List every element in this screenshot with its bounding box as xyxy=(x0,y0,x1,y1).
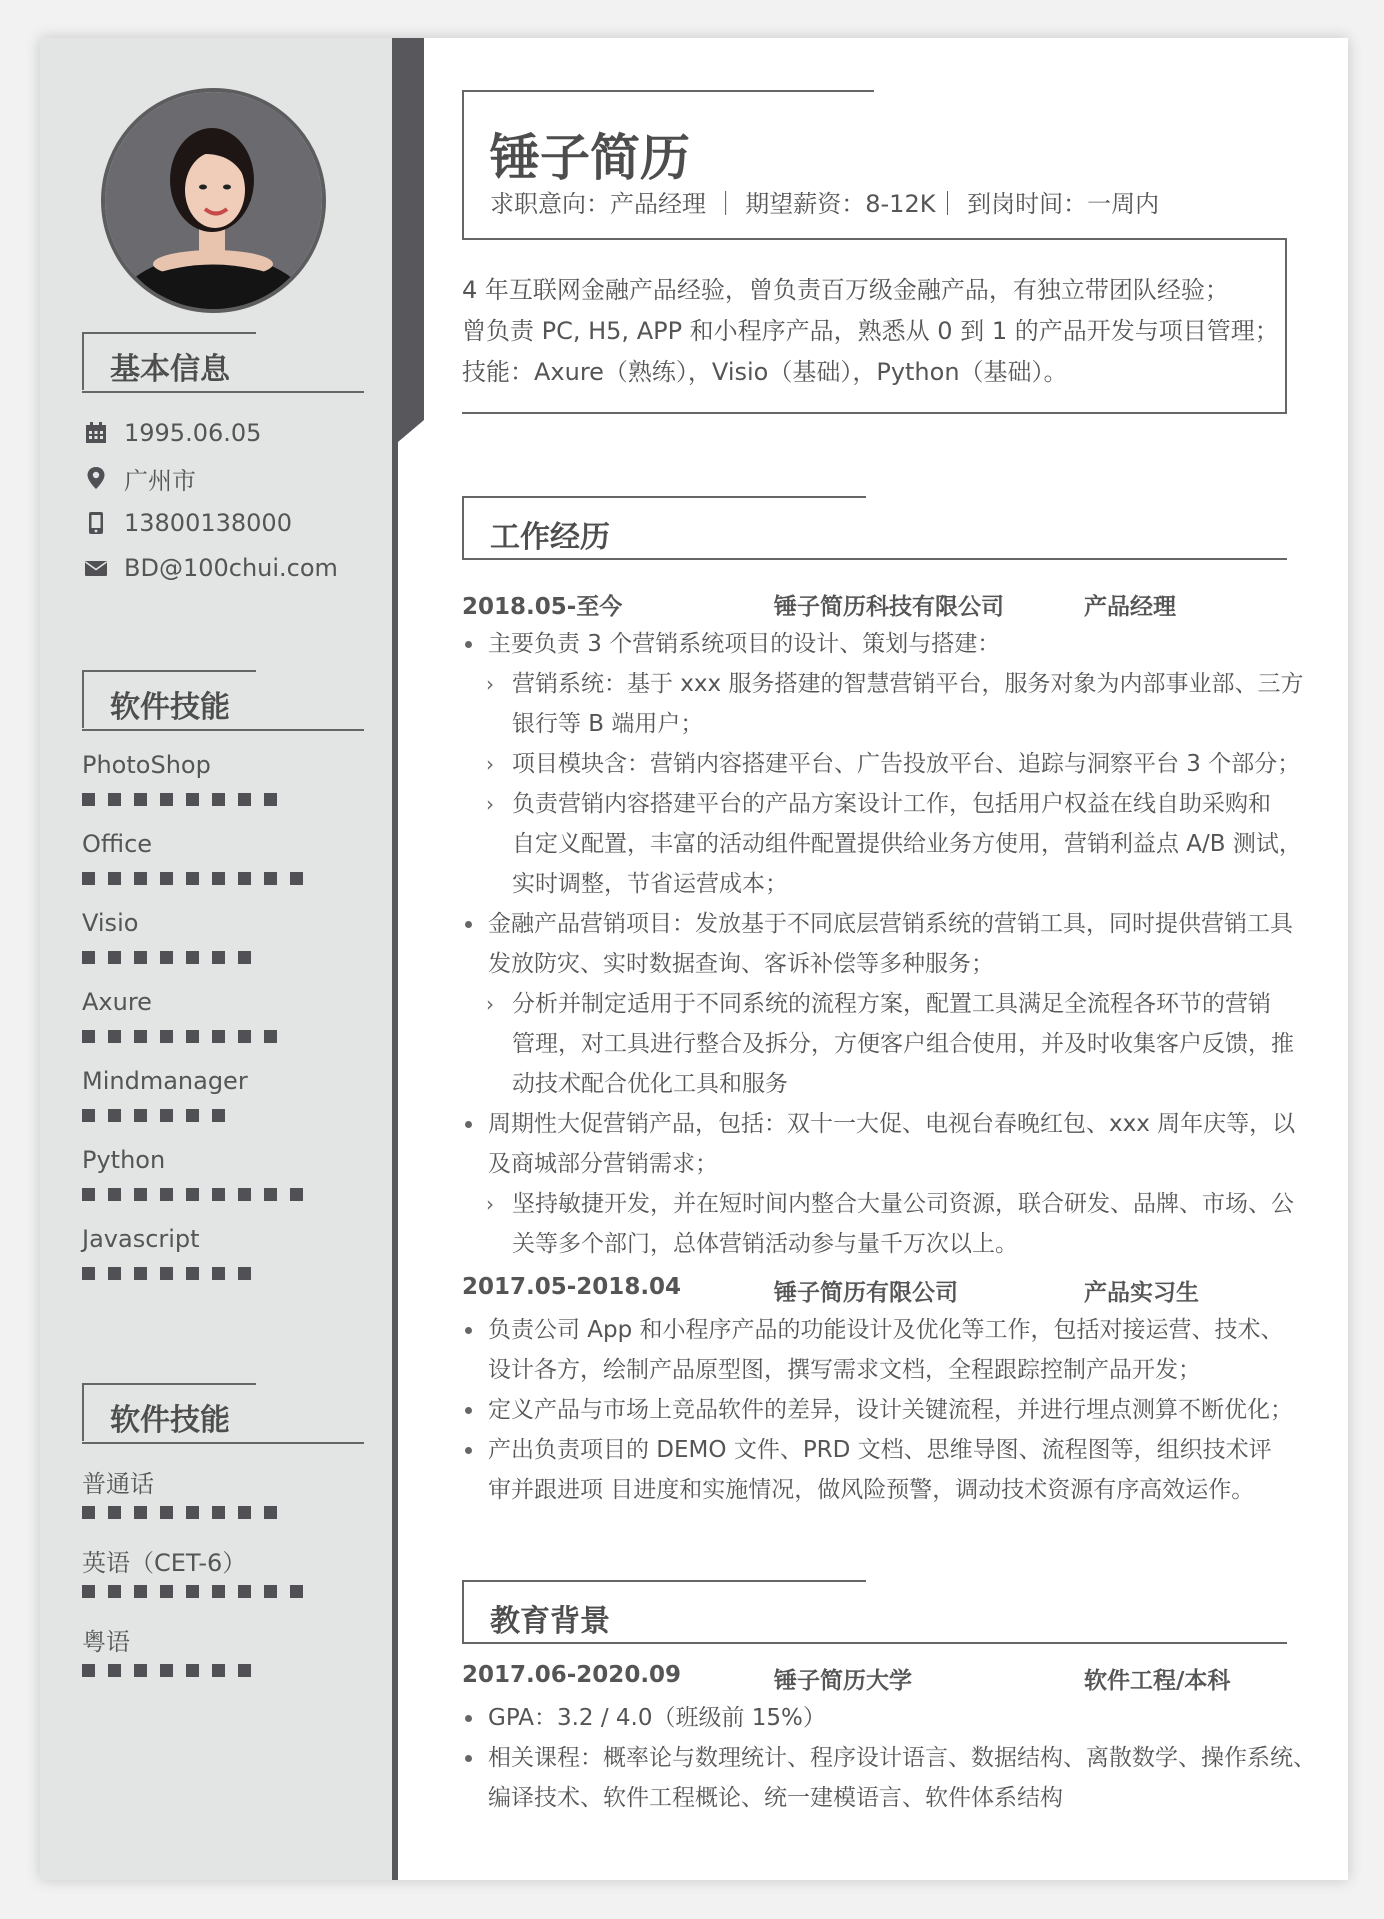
bullet-line: 编译技术、软件工程概论、统一建模语言、软件体系结构 xyxy=(488,1785,1063,1811)
education-school: 锤子简历大学 xyxy=(774,1668,912,1694)
bullet-line: 及商城部分营销需求； xyxy=(488,1151,718,1177)
summary xyxy=(462,270,1282,393)
bullet-line: › 负责营销内容搭建平台的产品方案设计工作，包括用户权益在线自助采购和 xyxy=(512,791,1271,817)
skill-dot xyxy=(238,872,251,885)
skill-dot xyxy=(108,793,121,806)
skill-dot xyxy=(264,1506,277,1519)
bullet-item xyxy=(462,1390,1293,1430)
bullet-line: 负责公司 App 和小程序产品的功能设计及优化等工作，包括对接运营、技术、 xyxy=(488,1317,1284,1343)
skill-dot xyxy=(134,1030,147,1043)
skill-dot xyxy=(238,1506,251,1519)
sub-bullet-item xyxy=(462,744,1301,784)
city-row xyxy=(82,461,196,495)
skill-dot xyxy=(82,1267,95,1280)
skill-dot xyxy=(290,872,303,885)
skill-level-dots xyxy=(82,872,316,885)
bullet-line: 管理，对工具进行整合及拆分，方便客户组合使用，并及时收集客户反馈，推 xyxy=(512,1031,1294,1057)
sidebar-accent-bar xyxy=(392,38,424,1880)
sub-bullet-item xyxy=(462,784,1302,904)
envelope-icon xyxy=(82,554,110,582)
skill-dot xyxy=(238,793,251,806)
skill-dot xyxy=(160,1585,173,1598)
skill-dot xyxy=(82,1188,95,1201)
skill-name: Python xyxy=(82,1146,166,1174)
birthdate-row xyxy=(82,416,261,450)
skill-level-dots xyxy=(82,1506,290,1519)
bullet-line: 银行等 B 端用户； xyxy=(512,711,704,737)
skill-dot xyxy=(186,1267,199,1280)
city-value: 广州市 xyxy=(124,466,196,495)
bullet-line: 主要负责 3 个营销系统项目的设计、策划与搭建： xyxy=(488,631,1001,657)
skill-dot xyxy=(160,1030,173,1043)
skill-dot xyxy=(134,1585,147,1598)
skill-name: Office xyxy=(82,830,153,858)
skill-dot xyxy=(82,872,95,885)
skill-name: Mindmanager xyxy=(82,1067,248,1095)
basic-info-heading: 基本信息 xyxy=(82,332,364,394)
skill-dot xyxy=(108,1506,121,1519)
job-details xyxy=(462,624,1304,1264)
skill-dot xyxy=(160,1109,173,1122)
skill-dot xyxy=(238,1585,251,1598)
skill-dot xyxy=(186,872,199,885)
bullet-line: 定义产品与市场上竞品软件的差异，设计关键流程，并进行埋点测算不断优化； xyxy=(488,1397,1293,1423)
education-major: 软件工程/本科 xyxy=(1084,1668,1231,1694)
skill-level-dots xyxy=(82,1664,264,1677)
job-role: 产品实习生 xyxy=(1084,1280,1199,1306)
skill-dot xyxy=(238,1664,251,1677)
skill-dot xyxy=(134,1506,147,1519)
skill-name: Javascript xyxy=(82,1225,200,1253)
language-skills-heading: 软件技能 xyxy=(82,1383,364,1445)
skill-dot xyxy=(82,1585,95,1598)
skill-name: Visio xyxy=(82,909,139,937)
phone-icon xyxy=(82,509,110,537)
bullet-item xyxy=(462,1310,1287,1390)
skill-dot xyxy=(160,951,173,964)
bullet-item xyxy=(462,1698,1287,1738)
skill-name: 普通话 xyxy=(82,1470,154,1498)
bullet-item xyxy=(462,904,1293,984)
skill-dot xyxy=(82,1109,95,1122)
email-row xyxy=(82,551,338,585)
skill-dot xyxy=(290,1585,303,1598)
sub-bullet-item xyxy=(462,1184,1294,1264)
skill-dot xyxy=(212,951,225,964)
skill-dot xyxy=(212,1506,225,1519)
skill-dot xyxy=(160,793,173,806)
software-skills-heading: 软件技能 xyxy=(82,670,364,732)
calendar-icon xyxy=(82,419,110,447)
resume-page xyxy=(40,38,1348,1880)
bullet-line: 自定义配置，丰富的活动组件配置提供给业务方使用，营销利益点 A/B 测试， xyxy=(512,831,1302,857)
skill-dot xyxy=(108,1109,121,1122)
skill-level-dots xyxy=(82,1030,290,1043)
skill-dot xyxy=(108,872,121,885)
skill-dot xyxy=(160,1188,173,1201)
skill-dot xyxy=(186,1030,199,1043)
job-header xyxy=(462,1274,1287,1308)
sub-bullet-item xyxy=(462,664,1304,744)
education-header xyxy=(462,1662,1287,1696)
bullet-line: 金融产品营销项目：发放基于不同底层营销系统的营销工具，同时提供营销工具 xyxy=(488,911,1293,937)
skill-dot xyxy=(264,872,277,885)
bullet-item xyxy=(462,1430,1287,1510)
skill-dot xyxy=(134,1188,147,1201)
skill-dot xyxy=(238,1030,251,1043)
job-header xyxy=(462,588,1287,622)
job-intent: 求职意向：产品经理 ｜ 期望薪资：8-12K｜ 到岗时间：一周内 xyxy=(490,190,1160,218)
avatar xyxy=(101,88,326,313)
skill-dot xyxy=(108,1030,121,1043)
skill-dot xyxy=(264,1188,277,1201)
resume-name: 锤子简历 xyxy=(490,129,690,187)
skill-dot xyxy=(82,1506,95,1519)
bullet-line: 关等多个部门，总体营销活动参与量千万次以上。 xyxy=(512,1231,1018,1257)
skill-dot xyxy=(212,872,225,885)
job-date: 2017.05-2018.04 xyxy=(462,1274,682,1300)
skill-dot xyxy=(238,951,251,964)
skill-name: PhotoShop xyxy=(82,751,211,779)
bullet-line: › 坚持敏捷开发，并在短时间内整合大量公司资源，联合研发、品牌、市场、公 xyxy=(512,1191,1294,1217)
skill-level-dots xyxy=(82,951,264,964)
education-details xyxy=(462,1698,1316,1818)
skill-dot xyxy=(186,951,199,964)
skill-name: Axure xyxy=(82,988,152,1016)
skill-dot xyxy=(186,1585,199,1598)
skill-dot xyxy=(134,1664,147,1677)
location-pin-icon xyxy=(82,464,110,492)
skill-dot xyxy=(82,951,95,964)
bullet-line: GPA：3.2 / 4.0（班级前 15%） xyxy=(488,1705,826,1731)
skill-name: 粤语 xyxy=(82,1628,130,1656)
skill-level-dots xyxy=(82,1109,238,1122)
bullet-item xyxy=(462,624,1287,664)
bullet-line: 审并跟进项 目进度和实施情况，做风险预警，调动技术资源有序高效运作。 xyxy=(488,1477,1255,1503)
skill-level-dots xyxy=(82,1188,316,1201)
skill-dot xyxy=(238,1267,251,1280)
skill-dot xyxy=(212,793,225,806)
skill-dot xyxy=(108,1585,121,1598)
skill-dot xyxy=(82,1030,95,1043)
bullet-line: › 分析并制定适用于不同系统的流程方案，配置工具满足全流程各环节的营销 xyxy=(512,991,1271,1017)
bullet-line: › 营销系统：基于 xxx 服务搭建的智慧营销平台，服务对象为内部事业部、三方 xyxy=(512,671,1304,697)
skill-dot xyxy=(160,1506,173,1519)
skill-dot xyxy=(212,1188,225,1201)
skill-name: 英语（CET-6） xyxy=(82,1549,247,1577)
skill-dot xyxy=(264,1585,277,1598)
skill-dot xyxy=(82,1664,95,1677)
summary-line: 曾负责 PC, H5, APP 和小程序产品，熟悉从 0 到 1 的产品开发与项目管理； xyxy=(462,317,1279,345)
sub-bullet-item xyxy=(462,984,1294,1104)
job-role: 产品经理 xyxy=(1084,594,1176,620)
bullet-line: 发放防灾、实时数据查询、客诉补偿等多种服务； xyxy=(488,951,994,977)
bullet-line: 周期性大促营销产品，包括：双十一大促、电视台春晚红包、xxx 周年庆等，以 xyxy=(488,1111,1296,1137)
education-date: 2017.06-2020.09 xyxy=(462,1662,682,1688)
summary-line: 技能：Axure（熟练），Visio（基础），Python（基础）。 xyxy=(462,358,1068,386)
skill-dot xyxy=(212,1267,225,1280)
bullet-item xyxy=(462,1104,1296,1184)
job-date: 2018.05-至今 xyxy=(462,594,623,620)
phone-row xyxy=(82,506,292,540)
email-value: BD@100chui.com xyxy=(124,554,338,582)
bullet-line: 设计各方，绘制产品原型图，撰写需求文档，全程跟踪控制产品开发； xyxy=(488,1357,1201,1383)
skill-level-dots xyxy=(82,1585,316,1598)
bullet-line: › 项目模块含：营销内容搭建平台、广告投放平台、追踪与洞察平台 3 个部分； xyxy=(512,751,1301,777)
skill-dot xyxy=(186,793,199,806)
skill-dot xyxy=(212,1585,225,1598)
birthdate-value: 1995.06.05 xyxy=(124,419,262,447)
education-heading: 教育背景 xyxy=(462,1580,1287,1644)
skill-dot xyxy=(264,1030,277,1043)
skill-dot xyxy=(134,1267,147,1280)
bullet-line: 动技术配合优化工具和服务 xyxy=(512,1071,788,1097)
skill-dot xyxy=(264,793,277,806)
job-details xyxy=(462,1310,1293,1510)
skill-dot xyxy=(134,1109,147,1122)
skill-dot xyxy=(82,793,95,806)
skill-dot xyxy=(290,1188,303,1201)
bullet-item xyxy=(462,1738,1316,1818)
skill-dot xyxy=(160,1664,173,1677)
phone-value: 13800138000 xyxy=(124,509,292,537)
skill-dot xyxy=(212,1664,225,1677)
skill-dot xyxy=(238,1188,251,1201)
skill-dot xyxy=(186,1109,199,1122)
skill-dot xyxy=(186,1188,199,1201)
skill-dot xyxy=(212,1109,225,1122)
skill-dot xyxy=(160,1267,173,1280)
summary-line: 4 年互联网金融产品经验，曾负责百万级金融产品，有独立带团队经验； xyxy=(462,276,1229,304)
skill-dot xyxy=(108,951,121,964)
skill-dot xyxy=(108,1664,121,1677)
skill-dot xyxy=(212,1030,225,1043)
bullet-line: 实时调整，节省运营成本； xyxy=(512,871,788,897)
work-heading: 工作经历 xyxy=(462,496,1287,560)
skill-dot xyxy=(134,793,147,806)
bullet-line: 相关课程：概率论与数理统计、程序设计语言、数据结构、离散数学、操作系统、 xyxy=(488,1745,1316,1771)
skill-dot xyxy=(134,951,147,964)
skill-level-dots xyxy=(82,793,290,806)
skill-dot xyxy=(186,1506,199,1519)
job-company: 锤子简历有限公司 xyxy=(774,1280,958,1306)
skill-level-dots xyxy=(82,1267,264,1280)
skill-dot xyxy=(108,1188,121,1201)
skill-dot xyxy=(108,1267,121,1280)
skill-dot xyxy=(160,872,173,885)
skill-dot xyxy=(134,872,147,885)
skill-dot xyxy=(186,1664,199,1677)
job-company: 锤子简历科技有限公司 xyxy=(774,594,1004,620)
bullet-line: 产出负责项目的 DEMO 文件、PRD 文档、思维导图、流程图等，组织技术评 xyxy=(488,1437,1272,1463)
